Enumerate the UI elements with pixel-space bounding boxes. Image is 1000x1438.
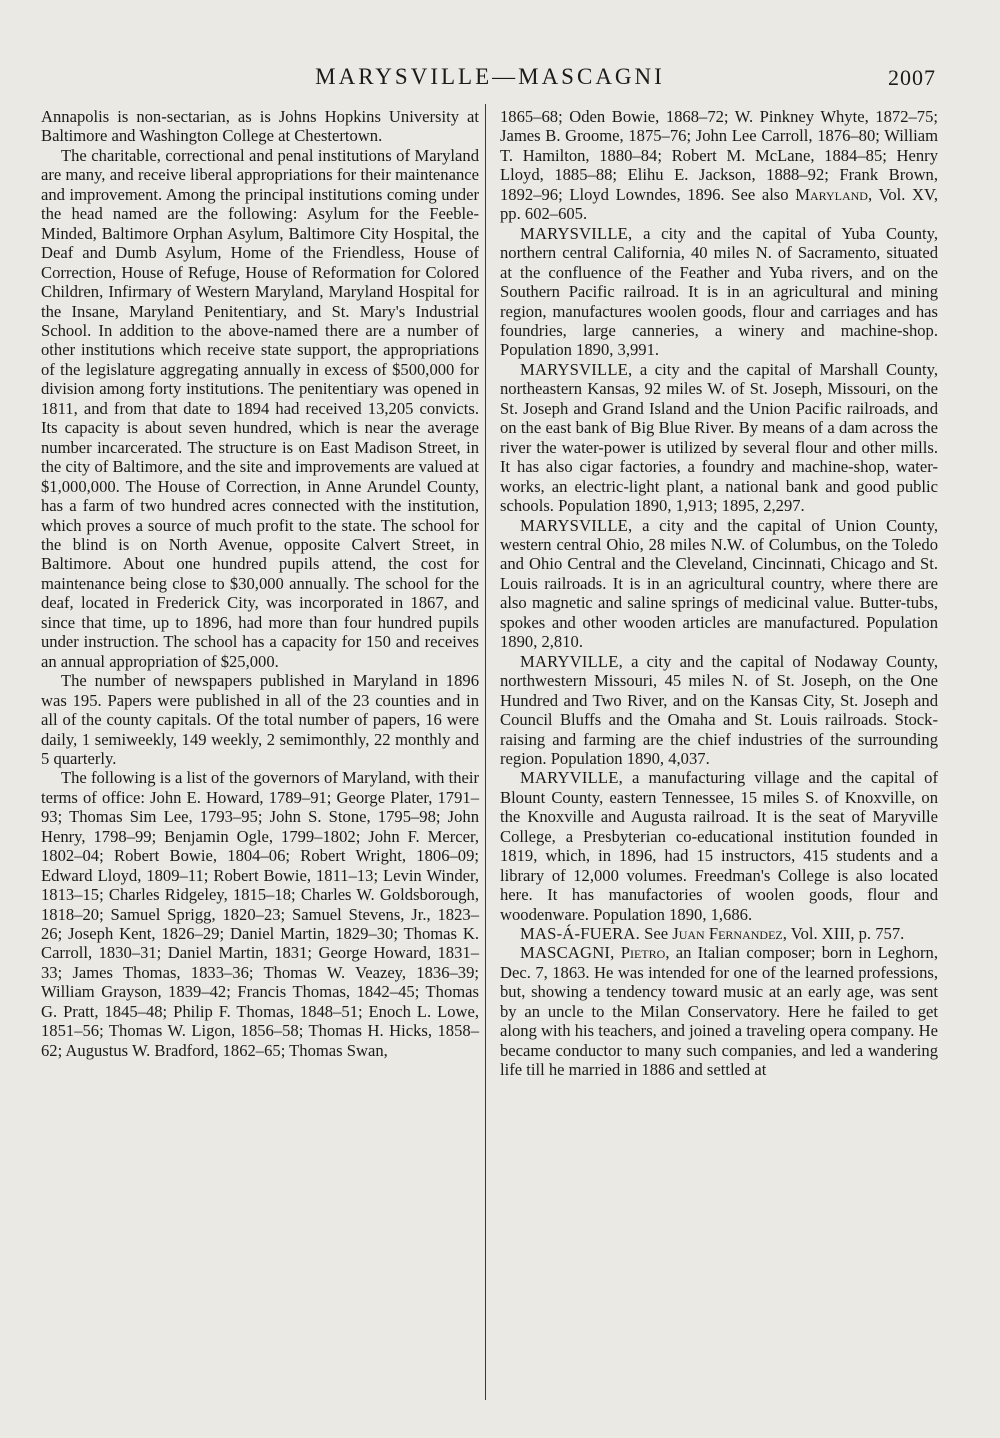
entry-headword: MARYSVILLE, — [520, 223, 633, 243]
entry-maryville-missouri — [500, 652, 938, 769]
entry-mascagni — [500, 943, 938, 1079]
entry-body: a city and the capital of Nodaway County, northwestern Missouri, 45 miles N. of St. Joseph, on the One Hundred and Two River, and on the Kansas City, St. Joseph and Council Bluffs and the Omaha and St. Louis railroads. Stock-raising and farming are the chief industries of the surrounding region. Population 1890, 4,037. — [500, 651, 938, 768]
paragraph-newspapers: The number of newspapers published in Maryland in 1896 was 195. Papers were published in all of the 23 counties and in all of the county capitals. Of the total number of papers, 16 were daily, 1 semiweekly, 149 weekly, 2 semimonthly, 22 monthly and 5 quarterly. — [41, 671, 479, 768]
entry-body: a city and the capital of Marshall County, northeastern Kansas, 92 miles W. of St. Joseph, Missouri, on the St. Joseph and Grand Island and the Union Pacific railroads, and on the east bank of Big Blue River. By means of a dam across the river the water-power is utilized by several flour and other mills. It has also cigar factories, a foundry and machine-shop, water-works, an electric-light plant, a national bank and good public schools. Population 1890, 1,913; 1895, 2,297. — [500, 359, 938, 516]
paragraph-governors: The following is a list of the governors of Maryland, with their terms of office: John E. Howard, 1789–91; George Plater, 1791–93; Thomas Sim Lee, 1793–95; John S. Stone, 1795–98; John Henry, 1798–99; Benjamin Ogle, 1799–1802; John F. Mercer, 1802–04; Robert Bowie, 1804–06; Robert Wright, 1806–09; Edward Lloyd, 1809–11; Robert Bowie, 1811–13; Levin Winder, 1813–15; Charles Ridgeley, 1815–18; Charles W. Goldsborough, 1818–20; Samuel Sprigg, 1820–23; Samuel Stevens, Jr., 1823–26; Joseph Kent, 1826–29; Daniel Martin, 1829–30; Thomas K. Carroll, 1830–31; Daniel Martin, 1831; George Howard, 1831–33; James Thomas, 1833–36; Thomas W. Veazey, 1836–39; William Grayson, 1839–42; Francis Thomas, 1842–45; Thomas G. Pratt, 1845–48; Philip F. Thomas, 1848–51; Enoch L. Lowe, 1851–56; Thomas W. Ligon, 1856–58; Thomas H. Hicks, 1858–62; Augustus W. Bradford, 1862–65; Thomas Swan, — [41, 768, 479, 1060]
entry-marysville-california — [500, 224, 938, 360]
running-title: MARYSVILLE—MASCAGNI — [315, 64, 665, 89]
left-column — [41, 107, 479, 1060]
cross-reference-juan-fernandez: Juan Fernandez — [672, 924, 783, 944]
entry-headword: MARYSVILLE, — [520, 515, 633, 535]
entry-mas-a-fuera — [500, 924, 938, 943]
right-column — [500, 107, 938, 1080]
entry-body: a city and the capital of Yuba County, northern central California, 40 miles N. of Sacramento, situated at the confluence of the Feather and Yuba rivers, and on the Southern Pacific railroad. It is in an agricultural and mining region, manufactures woolen goods, flour and carriages and has foundries, large canneries, a winery and machine-shop. Population 1890, 3,991. — [500, 223, 938, 360]
entry-headword: MASCAGNI, — [520, 943, 615, 963]
entry-body: a manufacturing village and the capital of Blount County, eastern Tennessee, 15 miles S. of Knoxville, on the Knoxville and Augusta railroad. It is the seat of Maryville College, a Presbyterian co-educational institution founded in 1819, which, in 1896, had 15 instructors, 415 students and a library of 12,000 volumes. Freedman's College is also located here. It has manufactories of woolen goods, flour and woodenware. Population 1890, 1,686. — [500, 768, 938, 924]
paragraph-governors-continued — [500, 107, 938, 224]
entry-given-name: Pietro — [620, 943, 666, 963]
entry-body: , an Italian composer; born in Leghorn, Dec. 7, 1863. He was intended for one of the learned professions, but, showing a tendency toward music at an early age, was sent by an uncle to the Milan Conservatory. Here he failed to get along with his teachers, and joined a traveling opera company. He became conductor to many such companies, and led a wandering life till he married in 1886 and settled at — [500, 943, 938, 1080]
entry-maryville-tennessee — [500, 768, 938, 924]
column-divider — [485, 104, 486, 1400]
paragraph-education: Annapolis is non-sectarian, as is Johns Hopkins University at Baltimore and Washington College at Chestertown. — [41, 107, 479, 146]
cross-reference-volume: , Vol. XIII, p. 757. — [782, 924, 905, 944]
entry-headword: MARYSVILLE, — [520, 359, 633, 379]
page-number: 2007 — [888, 65, 936, 90]
entry-marysville-ohio — [500, 516, 938, 652]
cross-reference-maryland: Maryland — [795, 184, 868, 204]
entry-marysville-kansas — [500, 360, 938, 516]
cross-reference-maryland-volume: , Vol. XV, pp. 602–605. — [500, 184, 938, 224]
entry-body: a city and the capital of Union County, western central Ohio, 28 miles N.W. of Columbus, on the Toledo and Ohio Central and the Cleveland, Cincinnati, Chicago and St. Louis railroads. It is in an agricultural country, where there are also magnetic and saline springs of medicinal value. Butter-tubs, spokes and other wooden articles are manufactured. Population 1890, 2,810. — [500, 515, 939, 652]
entry-headword: MARYVILLE, — [520, 651, 623, 671]
entry-headword: MARYVILLE, — [520, 768, 623, 788]
governors-continued-text: 1865–68; Oden Bowie, 1868–72; W. Pinkney Whyte, 1872–75; James B. Groome, 1875–76; John Lee Carroll, 1876–80; William T. Hamilton, 1880–84; Robert M. McLane, 1884–85; Henry Lloyd, 1885–88; Elihu E. Jackson, 1888–92; Frank Brown, 1892–96; Lloyd Lowndes, 1896. See also — [500, 107, 938, 204]
entry-see: See — [644, 924, 669, 944]
entry-headword: MAS-Á-FUERA. — [520, 924, 640, 944]
paragraph-institutions: The charitable, correctional and penal institutions of Maryland are many, and receive liberal appropriations for their maintenance and improvement. Among the principal institutions coming under the head named are the following: Asylum for the Feeble-Minded, Baltimore Orphan Asylum, Baltimore City Hospital, the Deaf and Dumb Asylum, Home of the Friendless, House of Correction, House of Refuge, House of Reformation for Colored Children, Infirmary of Western Maryland, Maryland Hospital for the Insane, Maryland Penitentiary, and St. Mary's Industrial School. In addition to the above-named there are a number of other institutions which receive state support, the appropriations of the legislature aggregating annually in excess of $500,000 for division among forty institutions. The penitentiary was opened in 1811, and from that date to 1894 had received 13,205 convicts. Its capacity is about seven hundred, which is near the average number incarcerated. The structure is on East Madison Street, in the city of Baltimore, and the site and improvements are valued at $1,000,000. The House of Correction, in Anne Arundel County, has a farm of two hundred acres connected with the institution, which proves a source of much profit to the state. The school for the blind is on North Avenue, opposite Calvert Street, in Baltimore. About one hundred pupils attend, the cost for maintenance being close to $30,000 annually. The school for the deaf, located in Frederick City, was incorporated in 1867, and since that time, up to 1896, had more than four hundred pupils under instruction. The school has a capacity for 150 and receives an annual appropriation of $25,000. — [41, 145, 479, 671]
